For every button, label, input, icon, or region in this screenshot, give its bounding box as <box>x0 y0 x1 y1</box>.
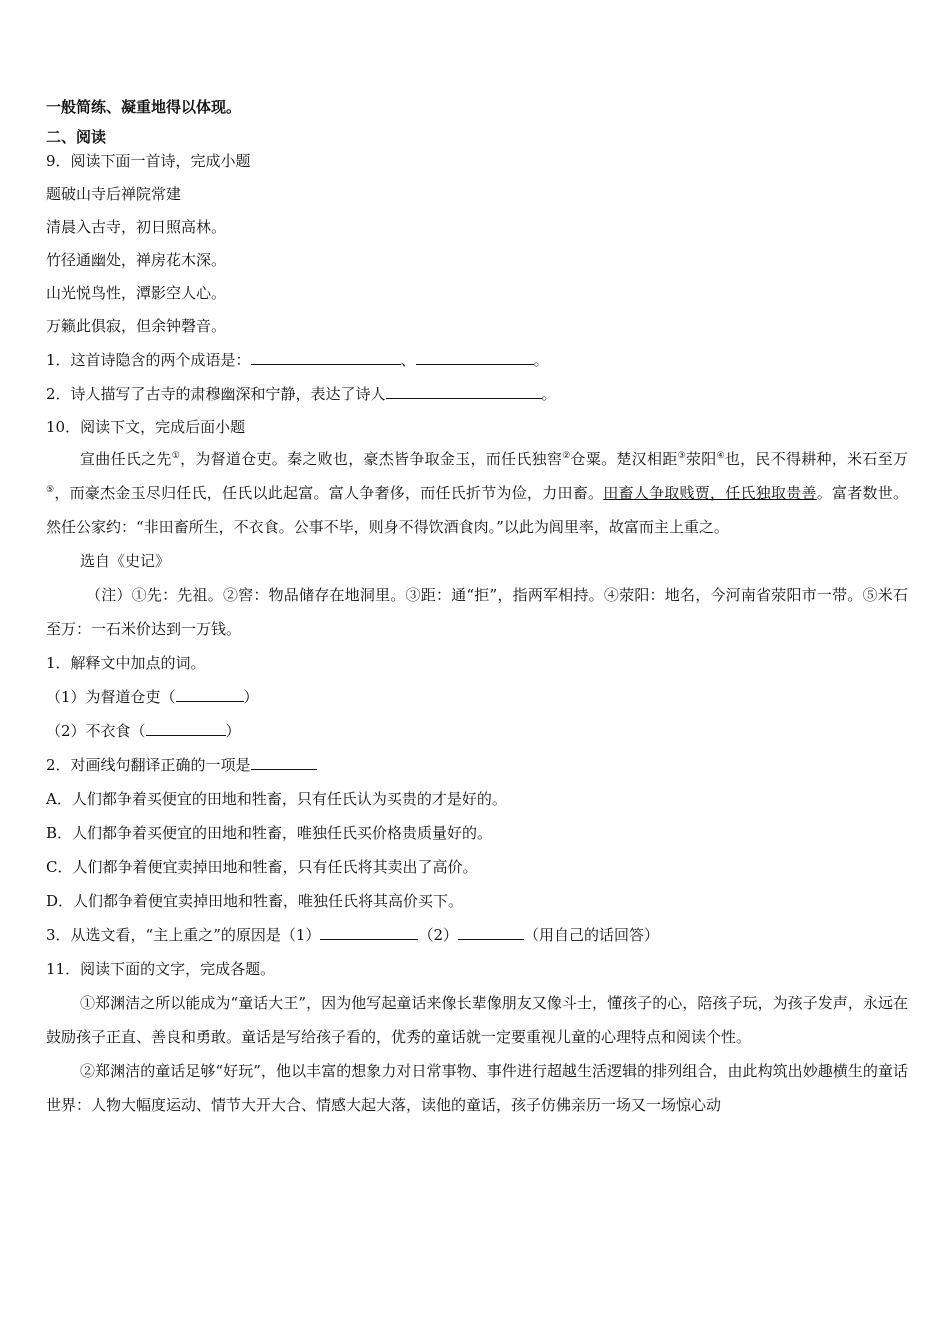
document-page <box>46 98 908 1122</box>
q9-sub2-end: 。 <box>541 385 557 403</box>
q11-paragraph-2: ②郑渊洁的童话足够“好玩”，他以丰富的想象力对日常事物、事件进行超越生活逻辑的排列组合，由此构筑出妙趣横生的童话世界：人物大幅度运动、情节大开大合、情感大起大落，读他的童话，孩子仿佛亲历一场又一场惊心动 <box>46 1062 908 1114</box>
option-c[interactable]: C．人们都争着便宜卖掉田地和牲畜，只有任氏将其卖出了高价。 <box>46 858 478 876</box>
poem-title: 题破山寺后禅院常建 <box>46 185 182 203</box>
q9-sub2-text: 2．诗人描写了古寺的肃穆幽深和宁静，表达了诗人 <box>46 385 386 403</box>
section-heading: 二、阅读 <box>46 128 107 146</box>
q9-sub1-end: 。 <box>533 351 549 369</box>
passage-notes: （注）①先：先祖。②窖：物品储存在地洞里。③距：通“拒”，指两军相持。④荥阳：地名，今河南省荥阳市一带。⑤米石至万：一石米价达到一万钱。 <box>46 586 908 638</box>
q10-sub1-a <box>46 680 908 714</box>
q10-sub1-b <box>46 714 908 748</box>
lead-line: 一般简练、凝重地得以体现。 <box>46 98 242 116</box>
passage-text: 荥阳 <box>685 450 717 468</box>
passage-text: 宣曲任氏之先 <box>80 450 172 468</box>
footnote-mark: ⑤ <box>46 485 55 495</box>
q11-paragraph-1: ①郑渊洁之所以能成为“童话大王”，因为他写起童话来像长辈像朋友又像斗士，懂孩子的心，陪孩子玩，为孩子发声，永远在鼓励孩子正直、善良和勇敢。童话是写给孩子看的，优秀的童话就一定要重视儿童的心理特点和阅读个性。 <box>46 994 908 1046</box>
q10-intro: 10．阅读下文，完成后面小题 <box>46 418 246 436</box>
answer-blank[interactable] <box>176 687 244 702</box>
q9-intro: 9．阅读下面一首诗，完成小题 <box>46 152 251 170</box>
option-d[interactable]: D．人们都争着便宜卖掉田地和牲畜，唯独任氏将其高价买下。 <box>46 892 464 910</box>
answer-blank[interactable] <box>416 350 534 365</box>
q10-sub1-a-text: （1）为督道仓吏（ <box>46 688 176 706</box>
q10-sub1: 1．解释文中加点的词。 <box>46 654 206 672</box>
answer-blank[interactable] <box>320 925 418 940</box>
poem-line: 竹径通幽处，禅房花木深。 <box>46 251 227 269</box>
q11-intro: 11．阅读下面的文字，完成各题。 <box>46 960 276 978</box>
option-b[interactable]: B．人们都争着买便宜的田地和牲畜，唯独任氏买价格贵质量好的。 <box>46 824 493 842</box>
footnote-mark: ① <box>171 451 181 461</box>
q9-sub1-sep: 、 <box>400 351 416 369</box>
q10-sub1-b-end: ） <box>225 722 241 740</box>
q10-sub3-text: 3．从选文看，“主上重之”的原因是（1） <box>46 926 321 944</box>
poem-line: 山光悦鸟性，潭影空人心。 <box>46 284 227 302</box>
answer-blank[interactable] <box>251 350 401 365</box>
answer-blank[interactable] <box>458 925 524 940</box>
q10-sub1-b-text: （2）不衣食（ <box>46 722 146 740</box>
option-a[interactable]: A．人们都争着买便宜的田地和牲畜，只有任氏认为买贵的才是好的。 <box>46 790 507 808</box>
underlined-sentence: 田畜人争取贱贾，任氏独取贵善 <box>603 484 817 502</box>
answer-blank[interactable] <box>386 384 542 399</box>
passage-source: 选自《史记》 <box>80 552 171 570</box>
passage-text: ，为督道仓吏。秦之败也，豪杰皆争取金玉，而任氏独窖 <box>180 450 563 468</box>
q10-sub3 <box>46 918 908 952</box>
passage-text: 。富者数世。然任公家约：“非田畜所生，不衣食。公事不毕，则身不得饮酒食肉。”以此为闾里率，故富而主上重之。 <box>46 484 908 536</box>
q10-sub3-end: （用自己的话回答） <box>523 926 659 944</box>
footnote-mark: ③ <box>677 451 686 461</box>
poem-line: 清晨入古寺，初日照高林。 <box>46 218 227 236</box>
q9-sub2 <box>46 384 908 403</box>
q9-sub1 <box>46 350 908 369</box>
passage-text: 仓粟。楚汉相距 <box>570 450 678 468</box>
footnote-mark: ④ <box>716 451 725 461</box>
q10-sub1-a-end: ） <box>243 688 259 706</box>
q10-sub2-text: 2．对画线句翻译正确的一项是 <box>46 756 251 774</box>
q10-passage <box>46 442 908 544</box>
answer-blank[interactable] <box>146 721 226 736</box>
passage-text: ，而豪杰金玉尽归任氏，任氏以此起富。富人争奢侈，而任氏折节为俭，力田畜。 <box>54 484 604 502</box>
q10-sub3-mid: （2） <box>418 926 458 944</box>
q9-sub1-text: 1．这首诗隐含的两个成语是： <box>46 351 251 369</box>
q10-sub2 <box>46 748 908 782</box>
footnote-mark: ② <box>562 451 571 461</box>
poem-line: 万籁此俱寂，但余钟磬音。 <box>46 317 227 335</box>
answer-blank[interactable] <box>251 755 317 770</box>
passage-text: 也，民不得耕种，米石至万 <box>724 450 908 468</box>
